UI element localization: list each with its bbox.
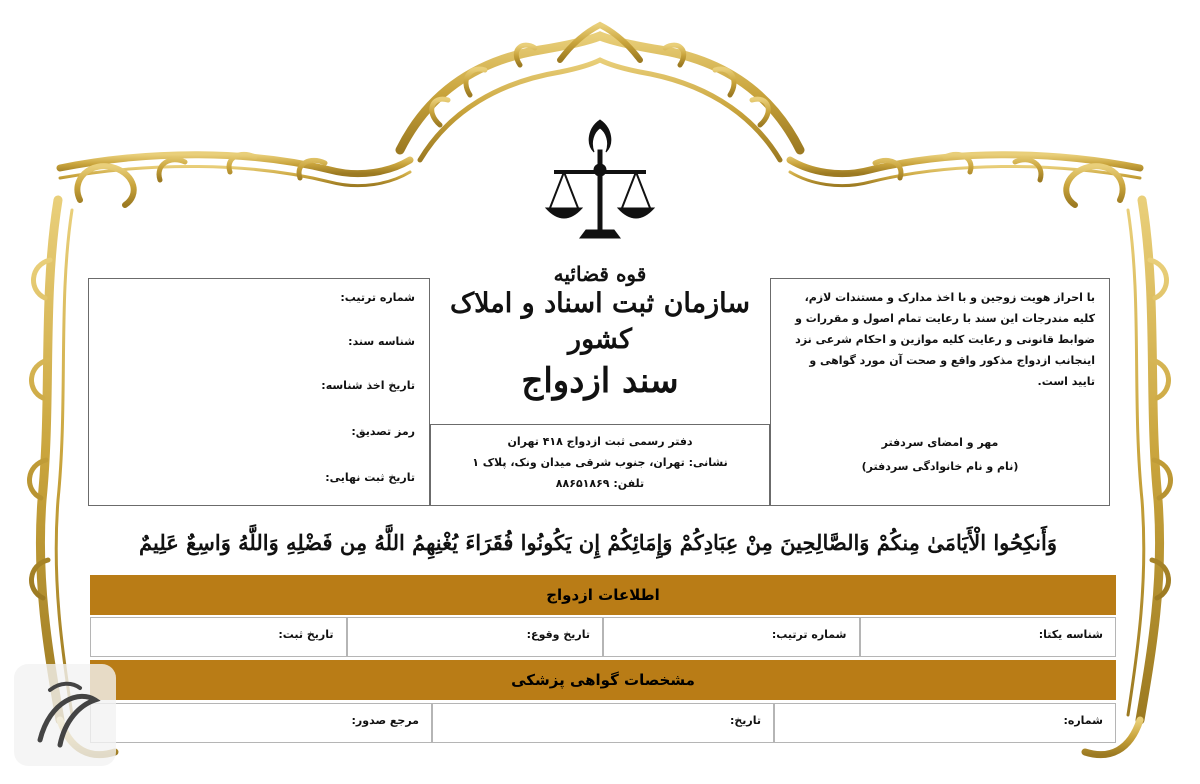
office-details [431, 431, 769, 494]
watermark-logo-icon [10, 660, 120, 770]
office-address: نشانی: تهران، جنوب شرقی میدان ونک، پلاک ۱ [472, 456, 728, 469]
section-medical-certificate-title: مشخصات گواهی پزشکی [90, 660, 1116, 700]
signature-name-line: (نام و نام خانوادگی سردفتر) [861, 460, 1019, 473]
document-title: سند ازدواج [521, 361, 679, 401]
scales-of-justice-icon [540, 112, 660, 252]
cell-sequence-number: شماره ترتیب: [603, 617, 860, 657]
attestation-text: با احراز هویت زوجین و با اخذ مدارک و مستندات لازم، کلیه مندرجات این سند با رعایت تمام اصول و مقررات و ضوابط قانونی و رعایت کلیه موازین و احکام شرعی نزد اینجانب ازدواج مذکور واقع و صحت آن مورد گواهی و تایید است. [795, 291, 1095, 388]
cell-issuing-authority: مرجع صدور: [90, 703, 432, 743]
quran-verse: وَأَنكِحُوا الْأَيَامَىٰ مِنكُمْ وَالصَّالِحِينَ مِنْ عِبَادِكُمْ وَإِمَائِكُمْ إِن يَكُونُوا فُقَرَاءَ يُغْنِهِمُ اللَّهُ مِن فَضْلِهِ وَاللَّهُ وَاسِعٌ عَلِيمٌ [139, 529, 1057, 555]
registration-info-box [88, 278, 430, 506]
field-verification-code: رمز تصدیق: [351, 425, 415, 438]
medical-certificate-row [90, 703, 1116, 743]
cell-certificate-number: شماره: [774, 703, 1116, 743]
office-phone: تلفن: ۸۸۶۵۱۸۶۹ [555, 477, 645, 490]
cell-occurrence-date: تاریخ وقوع: [347, 617, 604, 657]
cell-unique-id: شناسه یکتا: [860, 617, 1117, 657]
signature-area [771, 431, 1109, 479]
cell-registration-date: تاریخ ثبت: [90, 617, 347, 657]
office-name: دفتر رسمی ثبت ازدواج ۴۱۸ تهران [507, 435, 693, 448]
field-final-registration-date: تاریخ ثبت نهایی: [325, 471, 415, 484]
field-sequence-number: شماره ترتیب: [340, 291, 415, 304]
marriage-info-row [90, 617, 1116, 657]
judiciary-name: قوه قضائیه [553, 262, 647, 286]
field-id-date: تاریخ اخذ شناسه: [321, 379, 415, 392]
header-title-block [440, 262, 760, 404]
signature-line: مهر و امضای سردفتر [881, 436, 999, 449]
office-info-box [430, 424, 770, 506]
section-marriage-info-title: اطلاعات ازدواج [90, 575, 1116, 615]
field-document-id: شناسه سند: [348, 335, 415, 348]
cell-certificate-date: تاریخ: [432, 703, 774, 743]
attestation-box [770, 278, 1110, 506]
organization-name: سازمان ثبت اسناد و املاک کشور [450, 288, 750, 355]
